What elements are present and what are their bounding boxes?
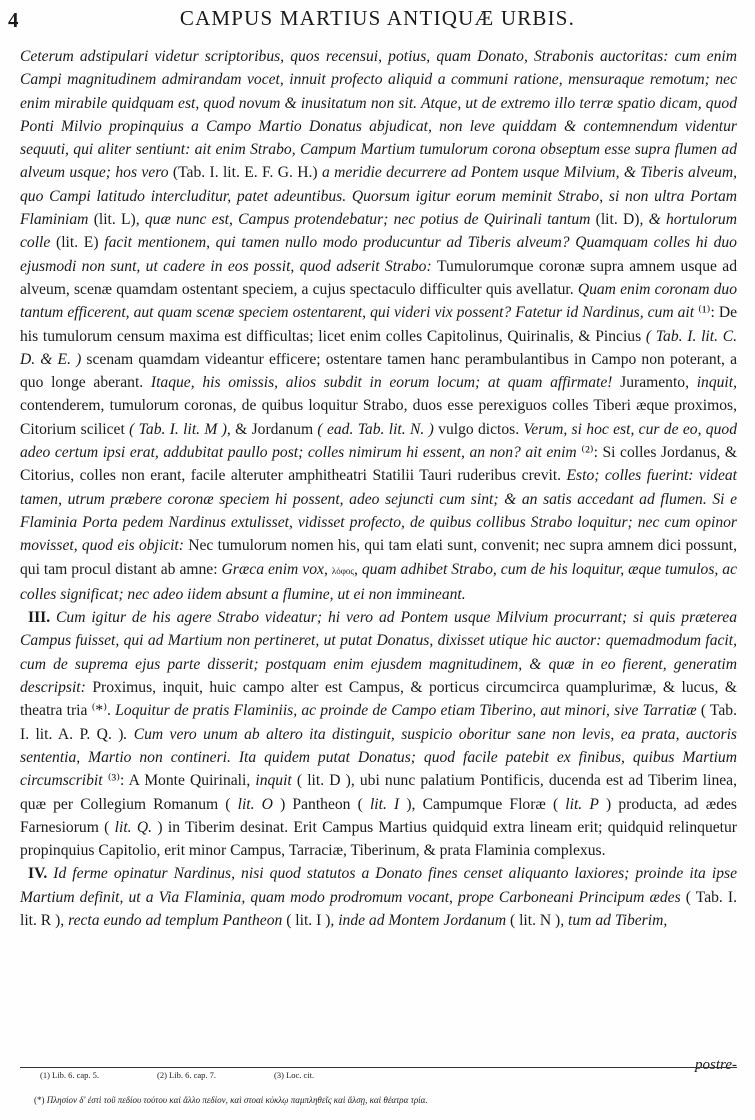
text-run: , quam adhibet Strabo, cum de his loquitur, æque tumulos, ac colles significat; nec adeo iidem absunt a flumine, ut ei non immineant. — [20, 560, 738, 603]
text-run: ( Tab. I. lit. M ) — [129, 420, 227, 438]
text-run: a meridie decurrere ad Pontem usque Milvium, & Tiberis alveum, quo Campi latitudo intercluditur, patet adeuntibus. Quorsum igitur eorum meminit Strabo, si non ultra Portam Flaminiam — [20, 164, 737, 229]
text-run: ⁽¹⁾: De his tumulorum censum maxima est difficultas; licet enim colles Capitolinus, Quirinalis, & Pincius — [20, 304, 738, 345]
text-run: (Tab. I. lit. E. F. G. H.) — [172, 164, 318, 182]
text-run: Proximus, inquit, huic campo alter est Campus, & porticus circumcirca quamplurimæ, & lucus, & theatra tria ⁽*⁾. — [20, 679, 737, 720]
text-run: Ceterum adstipulari videtur scriptoribus, quos recensui, potius, quam Donato, Strabonis auctoritas: cum enim Campi magnitudinem admirandam vocet, innuit profecto aliquid a communi ratione, mensuraque remotum; nec enim mirabile quidquam est, quod novum & inusitatum non sit. Atque, ut de extremo illo terræ spatio dicam, quod Ponti Milvio propinquius a Campo Martio Donatus abjudicat, non leve quiddam & contemnendum videntur sequuti, qui aliter sentiunt: ait enim Strabo, Campum Martium tumulorum corona obseptum esse supra flumen ad alveum usque; hos vero — [20, 48, 737, 182]
text-run: Juramento, — [620, 374, 697, 392]
text-run: inquit — [696, 374, 734, 392]
text-run: ( Tab. I. lit. A. P. Q. ) — [20, 702, 737, 743]
footnote-2: (2) Lib. 6. cap. 7. — [157, 1070, 217, 1080]
text-run: , recta eundo ad templum Pantheon — [60, 911, 287, 929]
text-run: ( lit. N ) — [509, 911, 561, 929]
text-run: , & Jordanum — [226, 420, 318, 438]
text-run: ( lit. I ) — [286, 911, 331, 929]
section-numeral: III. — [28, 609, 51, 627]
text-run: λόφος — [331, 565, 354, 576]
footnote-1: (1) Lib. 6. cap. 5. — [40, 1070, 100, 1080]
text-run: ) producta, ad ædes Farnesiorum ( — [20, 795, 737, 836]
text-run: Cum igitur de his agere Strabo videatur; hi vero ad Pontem usque Milvium procurrant; si quis præterea Campus fuisset, qui ad Martium non pertineret, ut putat Donatus, dixisset utique hic auctor: quemadmodum facit, cum de suprema ejus parte disserit; postquam enim ejusdem magnitudinem, & quæ in eo fierent, generatim descripsit: — [20, 609, 737, 697]
text-run: (lit. E) — [56, 234, 99, 252]
text-run: , quæ nunc est, Campus protendebatur; nec potius de Quirinali tantum — [135, 211, 596, 229]
text-run: scenam quamdam videantur efficere; ostentare tamen hanc perambulantibus in Campo non poterant, a quo longe aberant. — [20, 350, 737, 392]
text-run: lit. Q. — [114, 818, 153, 836]
text-run: lit. I — [369, 795, 400, 813]
text-run: Tumulorumque coronæ supra amnem usque ad alveum, scenæ quamdam ostentant speciem, a cujus spectaculo difficulter quis avellatur. — [20, 257, 737, 298]
text-run: , contenderem, tumulorum coronas, de quibus loquitur Strabo, duos esse perexiguos colles Tiberi æque proximos, Citorium scilicet — [20, 374, 737, 438]
footnote-divider — [20, 1067, 737, 1068]
text-run: (lit. L) — [93, 211, 136, 229]
text-run: facit mentionem, qui tamen nullo modo producuntur ad Tiberis alveum? Quamquam colles hi duo ejusmodi non sunt, ut cadere in eos possit, quod adserit Strabo: — [20, 234, 737, 275]
text-run: ), Campumque Floræ ( — [399, 795, 566, 813]
greek-footnote-mark: (*) — [34, 1095, 45, 1105]
text-run: Itaque, his omissis, alios subdit in eorum locum; at quam affirmate! — [150, 374, 621, 392]
greek-footnote-text: Πλησίον δ' ἐστὶ τοῦ πεδίου τούτου καὶ ἄλλο πεδίον, καὶ στοαὶ κύκλῳ παμπληθεῖς καὶ ἄλσῃ, καὶ θέατρα τρία. — [46, 1095, 428, 1105]
text-run: ( Tab. I. lit. C. D. & E. ) — [20, 327, 737, 368]
text-run: Nec tumulorum nomen his, qui tam elati sunt, convenit; nec supra amnem dici possunt, qui tam procul distant ab amne: — [20, 537, 737, 578]
text-run: , inde ad Montem Jordanum — [330, 911, 510, 929]
text-run: ( lit. D ), ubi nunc palatium Pontificis, ducenda est ad Tiberim linea, quæ per Collegium Romanum ( — [20, 772, 737, 813]
text-run: ) in Tiberim desinat. Erit Campus Martius quidquid extra lineam erit; quidquid relinquetur propinquius Capitolio, erit minor Campus, Tarraciæ, Tiberinum, & prata Flaminia complexus. — [20, 818, 737, 860]
main-text — [20, 45, 737, 932]
text-run: ( ead. Tab. lit. N. ) — [317, 420, 434, 438]
text-run: Græca enim vox, — [221, 560, 332, 578]
footnotes — [40, 1070, 730, 1080]
text-run: , & hortulorum colle — [20, 211, 737, 252]
footnote-3: (3) Loc. cit. — [274, 1070, 315, 1080]
text-run: ⁽²⁾: Si colles Jordanus, & Citorius, colles non erant, facile alteruter amphitheatri Statilii Tauri ruderibus crevit. — [20, 444, 738, 485]
section-numeral: IV. — [28, 865, 48, 883]
text-run: ( Tab. I. lit. R ) — [20, 888, 737, 929]
text-run: , tum ad Tiberim, — [560, 911, 668, 929]
greek-footnote — [34, 1095, 734, 1105]
paragraph-iii — [20, 606, 737, 862]
text-run: Id ferme opinatur Nardinus, nisi quod statutos a Donato fines censet aliquanto laxiores; proinde ita ipse Martium definit, ut a Via Flaminia, quam modo prodromum vocant, prope Carboneani Principum ædes — [20, 865, 737, 906]
paragraph-ceterum — [20, 45, 737, 606]
running-title: CAMPUS MARTIUS ANTIQUÆ URBIS. — [179, 6, 576, 30]
text-run: Quam enim coronam duo tantum efficerent, aut quam scenæ speciem ostentarent, qui videri vix possent? Fatetur id Nardinus, cum ait — [20, 280, 738, 322]
text-run: ) Pantheon ( — [272, 795, 370, 813]
paragraph-iv — [20, 862, 737, 932]
text-run: . Cum vero unum ab altero ita distinguit, suspicio oboritur sane non levis, ea prata, auctoris sententia, Martio non contineri. Ita quidem putat Donatus; quod facile patebit ex finibus, quibus Martium circumscribit — [20, 725, 737, 790]
text-run: (lit. D) — [595, 211, 640, 229]
text-run: vulgo dictos. — [433, 420, 524, 438]
catchword: postre- — [695, 1057, 737, 1073]
text-run: lit. O — [237, 795, 273, 813]
text-run: Loquitur de pratis Flaminiis, ac proinde de Campo etiam Tiberino, aut minori, sive Tarratiæ — [115, 702, 701, 720]
text-run: inquit — [255, 772, 292, 790]
text-run: Esto; colles fuerint: videat tamen, utrum præbere coronæ speciem hi possent, adeo sejuncti cum sint; & an satis accedant ad flumen. Si e Flaminia Porta pedem Nardinus extulisset, vidisset profecto, de quibus collibus Strabo loquitur; nec cum opinor movisset, quod eis objicit: — [20, 467, 738, 555]
page-number: 4 — [8, 8, 19, 32]
text-run: Verum, si hoc est, cur de eo, quod adeo certum ipsi erat, addubitat paullo post; colles nimirum hi essent, an non? ait enim — [20, 420, 737, 462]
text-run: lit. P — [565, 795, 599, 813]
text-run: ⁽³⁾: A Monte Quirinali, — [107, 772, 256, 790]
